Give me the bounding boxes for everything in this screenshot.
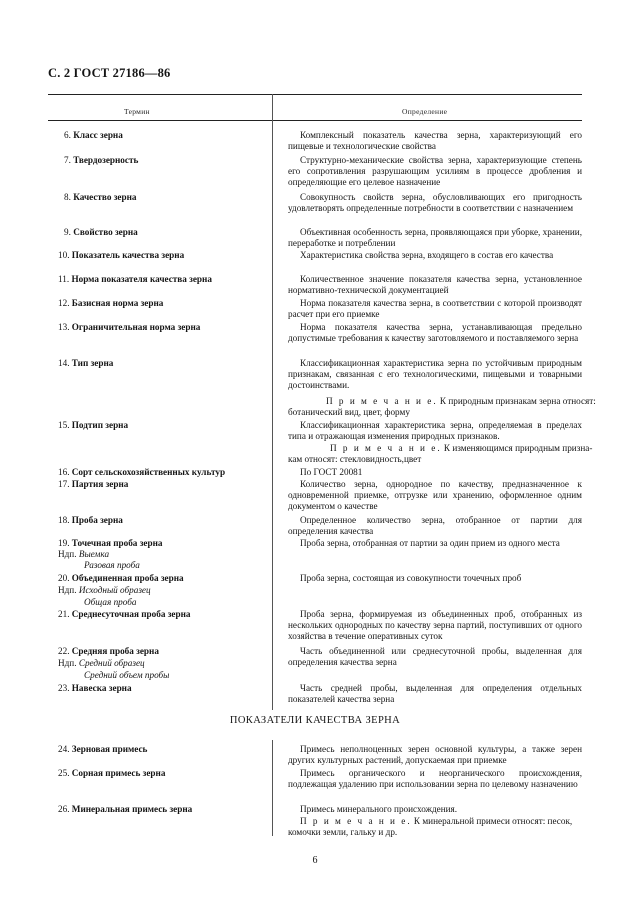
term-14: 14. Тип зерна (58, 358, 114, 368)
definition-8: Совокупность свойств зерна, обусловливающих его пригодность удовлетворять определенные потребности в соответствии с назначением (288, 192, 582, 213)
term-19: 19. Точечная проба зерна (58, 538, 163, 548)
term-11: 11. Норма показателя качества зерна (58, 274, 212, 284)
page-header: С. 2 ГОСТ 27186—86 (48, 66, 171, 80)
definition-17: Количество зерна, однородное по качеству, предназначенное к одновременной приемке, отгрузке или хранению, оформленное одним документом о качестве (288, 479, 582, 511)
note-26: П р и м е ч а н и е. К минеральной примеси относят: песок, (300, 816, 573, 826)
term-10: 10. Показатель качества зерна (58, 250, 185, 260)
term-12: 12. Базисная норма зерна (58, 298, 164, 308)
definition-9: Объективная особенность зерна, проявляющаяся при уборке, хранении, переработке и потреблении (288, 227, 582, 248)
note-15-cont: кам относят: стекловидность,цвет (288, 454, 422, 464)
definition-25: Примесь органического и неорганического происхождения, подлежащая удалению при использовании зерна по целевому назначению (288, 768, 582, 789)
term-7: 7. Твердозерность (64, 155, 139, 165)
page-number: 6 (312, 855, 318, 866)
term-23: 23. Навеска зерна (58, 683, 132, 693)
column-header-term: Термин (124, 107, 150, 116)
column-header-definition: Определение (402, 107, 448, 116)
term-22: 22. Средняя проба зерна (58, 646, 159, 656)
definition-19: Проба зерна, отобранная от партии за один прием из одного места (300, 538, 560, 548)
column-divider-header (272, 94, 273, 120)
definition-20: Проба зерна, состоящая из совокупности точечных проб (300, 573, 522, 583)
term-13: 13. Ограничительная норма зерна (58, 322, 201, 332)
term-17: 17. Партия зерна (58, 479, 129, 489)
term-9: 9. Свойство зерна (64, 227, 138, 237)
column-divider (272, 120, 273, 710)
synonym-22-2: Средний объем пробы (84, 670, 170, 680)
definition-7: Структурно-механические свойства зерна, характеризующие степень его сопротивления разрушающим усилиям в процессе дробления и определяющие его целевое назначение (288, 155, 582, 187)
definition-11: Количественное значение показателя качества зерна, установленное нормативно-технической документацией (288, 274, 582, 295)
note-15: П р и м е ч а н и е. К изменяющимся природным призна- (330, 443, 593, 453)
term-21: 21. Среднесуточная проба зерна (58, 609, 191, 619)
term-24: 24. Зерновая примесь (58, 744, 148, 754)
synonym-22: Ндп. Средний образец (58, 658, 145, 668)
definition-22: Часть объединенной или среднесуточной пробы, выделенная для определения качества зерна (288, 646, 582, 667)
note-26-cont: комочки земли, гальку и др. (288, 827, 398, 837)
definition-24: Примесь неполноценных зерен основной культуры, а также зерен других культурных растений, допускаемая при приемке (288, 744, 582, 765)
definition-16: По ГОСТ 20081 (300, 467, 363, 477)
definition-21: Проба зерна, формируемая из объединенных проб, отобранных из нескольких однородных по качеству зерна партий, поступивших от одного хозяйства в течение оперативных суток (288, 609, 582, 641)
term-8: 8. Качество зерна (64, 192, 137, 202)
synonym-19: Ндп. Выемка (58, 549, 110, 559)
term-26: 26. Минеральная примесь зерна (58, 804, 193, 814)
definition-23: Часть средней пробы, выделенная для определения отдельных показателей качества зерна (288, 683, 582, 704)
section-title: ПОКАЗАТЕЛИ КАЧЕСТВА ЗЕРНА (229, 715, 401, 726)
synonym-19-2: Разовая проба (84, 560, 140, 570)
term-6: 6. Класс зерна (64, 130, 123, 140)
term-16: 16. Сорт сельскохозяйственных культур (58, 467, 226, 477)
definition-6: Комплексный показатель качества зерна, характеризующий его пищевые и технологические свойства (288, 130, 582, 151)
table-top-rule (48, 94, 582, 95)
definition-10: Характеристика свойства зерна, входящего в состав его качества (300, 250, 554, 260)
definition-18: Определенное количество зерна, отобранное от партии для определения качества (288, 515, 582, 536)
note-14-cont: ботанический вид, цвет, форму (288, 407, 410, 417)
synonym-20-2: Общая проба (84, 597, 137, 607)
note-14: П р и м е ч а н и е. К природным признакам зерна относят: (326, 396, 596, 406)
definition-14: Классификационная характеристика зерна по устойчивым природным признакам, связанная с его технологическими, пищевыми и товарными достоинствами. (288, 358, 582, 390)
term-15: 15. Подтип зерна (58, 420, 129, 430)
table-header-rule (48, 120, 582, 121)
synonym-20: Ндп. Исходный образец (58, 585, 151, 595)
definition-13: Норма показателя качества зерна, устанавливающая предельно допустимые требования к качеству заготовляемого и поставляемого зерна (288, 322, 582, 343)
column-divider-2 (272, 740, 273, 836)
term-20: 20. Объединенная проба зерна (58, 573, 184, 583)
definition-12: Норма показателя качества зерна, в соответствии с которой производят расчет при его приемке (288, 298, 582, 319)
term-18: 18. Проба зерна (58, 515, 123, 525)
definition-15: Классификационная характеристика зерна, определяемая в пределах типа и отражающая изменения природных признаков. (288, 420, 582, 441)
term-25: 25. Сорная примесь зерна (58, 768, 166, 778)
definition-26: Примесь минерального происхождения. (300, 804, 458, 814)
